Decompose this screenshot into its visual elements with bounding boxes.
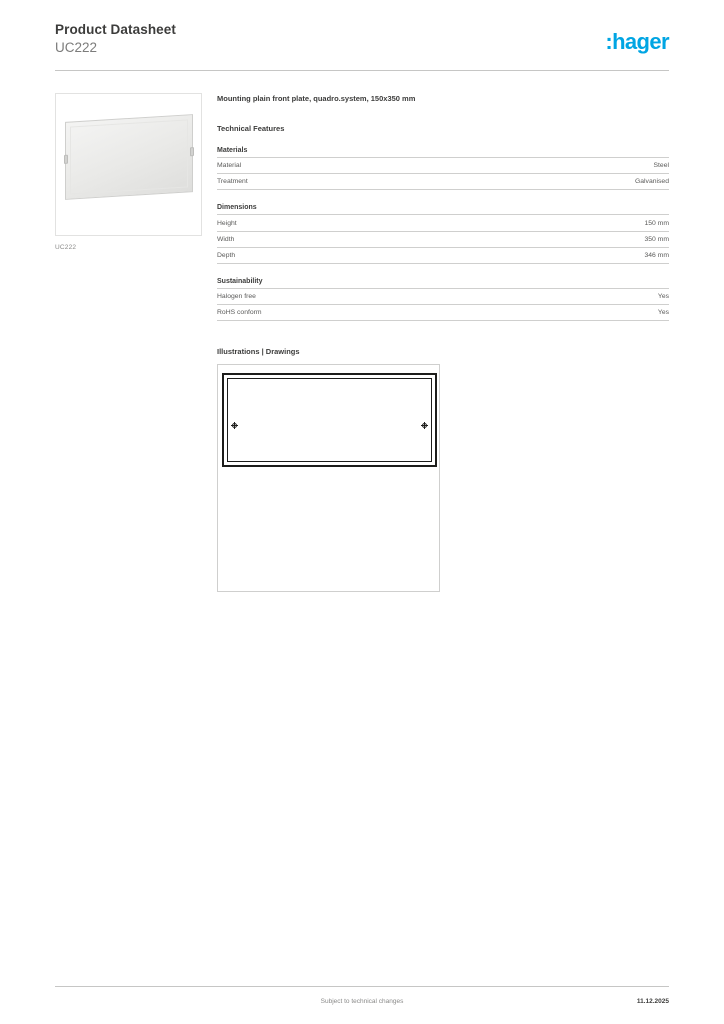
group-title-sustainability: Sustainability	[217, 277, 263, 285]
footer-divider	[55, 986, 669, 987]
table-row	[217, 174, 669, 190]
spec-table-materials	[217, 157, 669, 190]
page-title: Product Datasheet	[55, 22, 176, 37]
hager-logo: :hager	[605, 29, 669, 54]
product-description: Mounting plain front plate, quadro.system, 150x350 mm	[217, 94, 416, 103]
spec-label: Treatment	[217, 178, 248, 186]
header-divider	[55, 70, 669, 71]
spec-label: Width	[217, 235, 235, 243]
plate-screw-right-icon	[190, 147, 194, 156]
front-plate-illustration	[65, 114, 193, 200]
spec-value: Yes	[657, 309, 669, 317]
fixing-point-right-icon	[421, 422, 428, 429]
product-image-caption: UC222	[55, 244, 77, 251]
footer-date: 11.12.2025	[636, 998, 669, 1005]
technical-drawing	[217, 364, 440, 592]
page-header	[55, 22, 669, 68]
table-row	[217, 288, 669, 304]
group-title-dimensions: Dimensions	[217, 204, 257, 212]
drawing-inner-outline	[227, 378, 432, 462]
drawings-heading: Illustrations | Drawings	[217, 347, 300, 357]
spec-table-sustainability	[217, 288, 669, 321]
spec-label: Height	[217, 219, 237, 227]
table-row	[217, 158, 669, 174]
spec-value: 350 mm	[644, 235, 669, 243]
technical-features-heading: Technical Features	[217, 124, 285, 133]
spec-label: Depth	[217, 251, 236, 259]
spec-value: 346 mm	[644, 251, 669, 259]
spec-group-sustainability	[217, 278, 669, 321]
page-subtitle: UC222	[55, 40, 98, 55]
spec-label: RoHS conform	[217, 309, 262, 317]
page-footer	[55, 998, 669, 1010]
table-row	[217, 231, 669, 247]
product-image	[55, 93, 202, 236]
fixing-point-left-circle-icon	[232, 423, 237, 428]
product-details	[217, 93, 669, 592]
table-row	[217, 305, 669, 321]
front-plate-inner-edge	[70, 119, 188, 194]
spec-value: 150 mm	[644, 219, 669, 227]
fixing-point-right-circle-icon	[422, 423, 427, 428]
footer-note: Subject to technical changes	[320, 998, 404, 1005]
spec-label: Halogen free	[217, 293, 256, 301]
spec-value: Steel	[653, 162, 669, 170]
spec-label: Material	[217, 162, 242, 170]
plate-screw-left-icon	[64, 155, 68, 164]
spec-value: Galvanised	[634, 178, 669, 186]
spec-value: Yes	[657, 293, 669, 301]
table-row	[217, 215, 669, 231]
group-title-materials: Materials	[217, 147, 248, 154]
table-row	[217, 247, 669, 263]
fixing-point-left-icon	[231, 422, 238, 429]
spec-group-materials	[217, 147, 669, 190]
drawing-outline	[222, 373, 437, 467]
spec-table-dimensions	[217, 214, 669, 264]
spec-group-dimensions	[217, 204, 669, 264]
